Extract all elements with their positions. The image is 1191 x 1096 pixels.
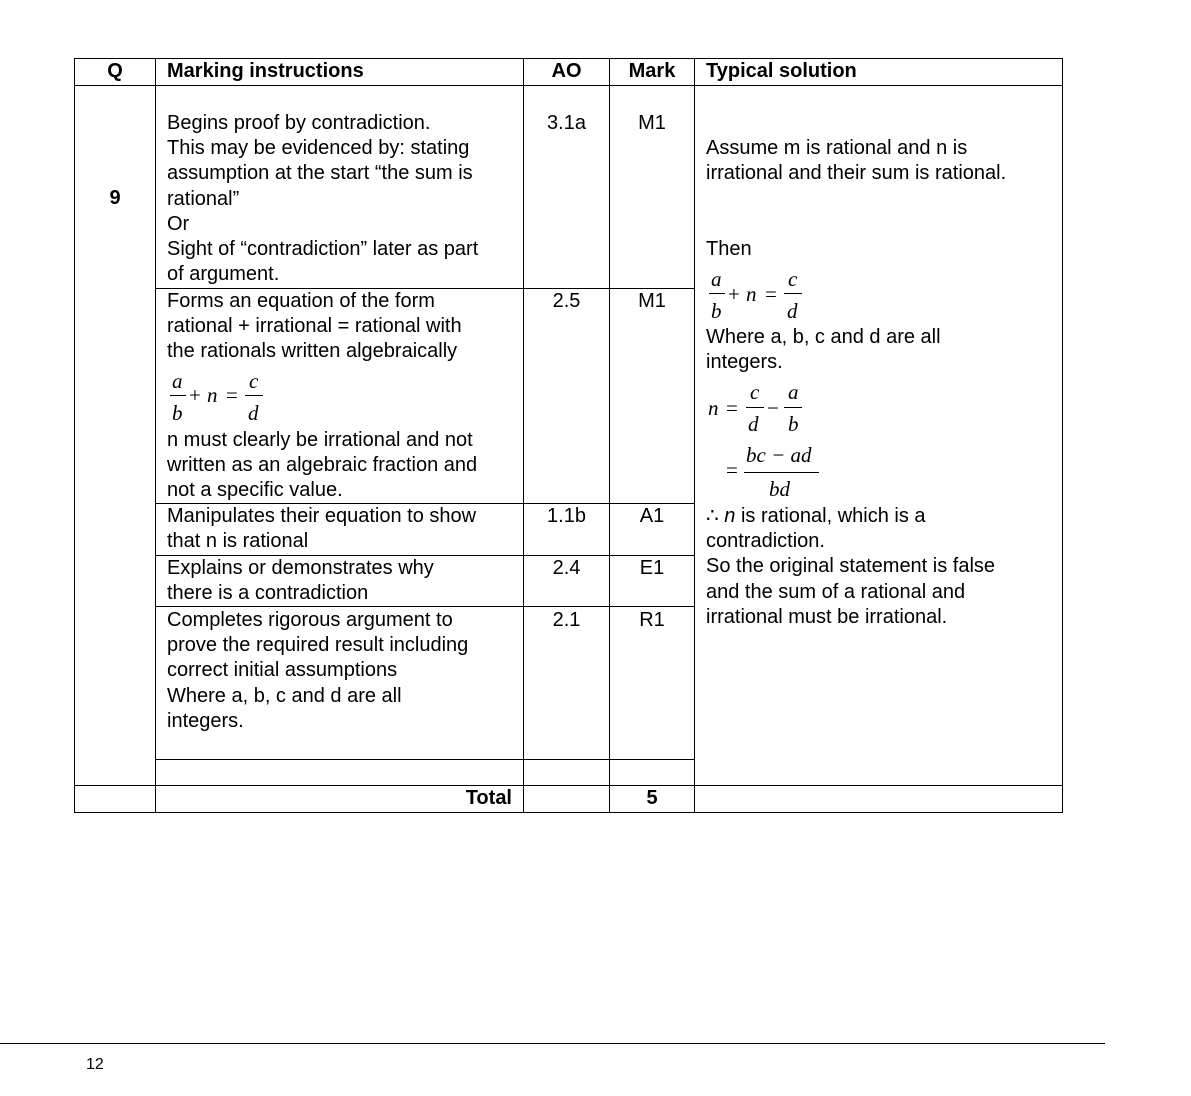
instruction-line: that n is rational [167, 530, 309, 553]
page-number: 12 [86, 1056, 104, 1073]
marking-instruction-row-4 [167, 556, 517, 606]
equals-sign: = [765, 282, 777, 306]
fraction-bar [170, 395, 186, 396]
eq-denominator-d: d [787, 299, 798, 323]
grid-line [74, 58, 75, 813]
instruction-line: Completes rigorous argument to [167, 609, 453, 631]
ao-row-3: 1.1b [547, 505, 586, 527]
instruction-line: the rationals written algebraically [167, 340, 458, 363]
marking-instruction-row-2 [167, 289, 517, 365]
instruction-line: Manipulates their equation to show [167, 505, 477, 527]
mark-row-1: M1 [638, 112, 666, 134]
marking-instruction-row-5 [167, 608, 517, 734]
mark-row-4: E1 [639, 557, 665, 579]
solution-where [706, 325, 1056, 375]
eq-variable-n: n [207, 383, 218, 407]
solution-assumption [706, 136, 1056, 186]
instruction-line: not a specific value. [167, 479, 343, 502]
grid-line [155, 58, 156, 813]
question-number: 9 [109, 187, 121, 209]
instruction-line: written as an algebraic fraction and [167, 454, 478, 477]
eq-numerator-c: c [750, 380, 760, 404]
fraction-bar [746, 407, 764, 408]
grid-line [523, 58, 524, 813]
eq-variable-n: n [746, 282, 757, 306]
therefore-text: is rational, which is a [735, 505, 926, 527]
eq-denominator-b: b [788, 412, 799, 436]
grid-line [694, 58, 695, 813]
footer-rule [0, 1043, 1105, 1044]
eq-denominator-b: b [711, 299, 722, 323]
instruction-line: rational + irrational = rational with [167, 315, 462, 338]
ao-row-5: 2.1 [552, 609, 581, 631]
ao-row-1: 3.1a [547, 112, 586, 134]
grid-line [1062, 58, 1063, 813]
eq-numerator-a: a [711, 267, 722, 291]
solution-line: So the original statement is false [706, 555, 996, 578]
instruction-line: there is a contradiction [167, 582, 369, 605]
header-typical-solution: Typical solution [706, 60, 857, 82]
total-mark: 5 [646, 787, 658, 809]
therefore-symbol: ∴ [706, 505, 719, 527]
instruction-line: correct initial assumptions [167, 659, 398, 682]
eq-denominator-d: d [248, 401, 259, 425]
instruction-line: integers. [167, 709, 244, 732]
eq-variable-n: n [708, 396, 719, 420]
minus-sign: − [767, 396, 779, 420]
header-mark: Mark [628, 60, 676, 82]
mark-row-3: A1 [639, 505, 665, 527]
eq-numerator-a: a [172, 369, 183, 393]
solution-line: irrational and their sum is rational. [706, 162, 1007, 185]
ao-row-4: 2.4 [552, 557, 581, 579]
solution-line: integers. [706, 351, 783, 374]
solution-line: contradiction. [706, 530, 825, 553]
equals-sign: = [726, 396, 738, 420]
therefore-variable: n [724, 505, 736, 527]
eq-denominator-d: d [748, 412, 759, 436]
fraction-bar [784, 407, 802, 408]
instruction-line: rational” [167, 187, 240, 210]
instruction-line: Begins proof by contradiction. [167, 112, 431, 134]
equals-sign: = [226, 383, 238, 407]
solution-line: Assume m is rational and n is [706, 137, 968, 159]
instruction-line: prove the required result including [167, 634, 469, 657]
grid-line [74, 812, 1063, 813]
fraction-bar [245, 395, 263, 396]
plus-sign: + [189, 383, 201, 407]
grid-line [155, 759, 695, 760]
instruction-line: This may be evidenced by: stating [167, 137, 470, 160]
eq-denominator-b: b [172, 401, 183, 425]
eq-numerator-c: c [249, 369, 259, 393]
mark-row-5: R1 [639, 609, 665, 631]
solution-line: irrational must be irrational. [706, 605, 948, 628]
header-q: Q [107, 60, 123, 82]
equals-sign: = [726, 458, 738, 482]
solution-line: Where a, b, c and d are all [706, 326, 941, 348]
mark-row-2: M1 [638, 290, 666, 312]
instruction-line: Explains or demonstrates why [167, 557, 434, 579]
fraction-bar [709, 293, 725, 294]
instruction-line: Sight of “contradiction” later as part [167, 238, 479, 261]
header-marking-instructions: Marking instructions [167, 60, 364, 82]
solution-line [706, 504, 1056, 529]
instruction-line: of argument. [167, 263, 280, 286]
instruction-line: Or [167, 212, 190, 235]
instruction-line: assumption at the start “the sum is [167, 162, 473, 185]
grid-line [74, 85, 1063, 86]
instruction-line: Where a, b, c and d are all [167, 684, 402, 707]
marking-instruction-row-1 [167, 111, 517, 287]
header-ao: AO [551, 60, 582, 82]
fraction-bar [784, 293, 802, 294]
solution-therefore [706, 504, 1056, 630]
solution-line: and the sum of a rational and [706, 580, 966, 603]
marking-instruction-row-2-cont [167, 428, 517, 504]
instruction-line: n must clearly be irrational and not [167, 429, 473, 451]
grid-line [609, 58, 610, 813]
ao-row-2: 2.5 [552, 290, 581, 312]
instruction-line: Forms an equation of the form [167, 290, 435, 312]
eq-denominator-bd: bd [769, 477, 790, 501]
eq-numerator-bc-ad: bc − ad [746, 443, 812, 467]
plus-sign: + [728, 282, 740, 306]
eq-numerator-c: c [788, 267, 798, 291]
fraction-bar [744, 472, 819, 473]
total-label: Total [465, 787, 512, 809]
eq-numerator-a: a [788, 380, 799, 404]
solution-then: Then [706, 238, 752, 260]
marking-instruction-row-3 [167, 504, 517, 554]
